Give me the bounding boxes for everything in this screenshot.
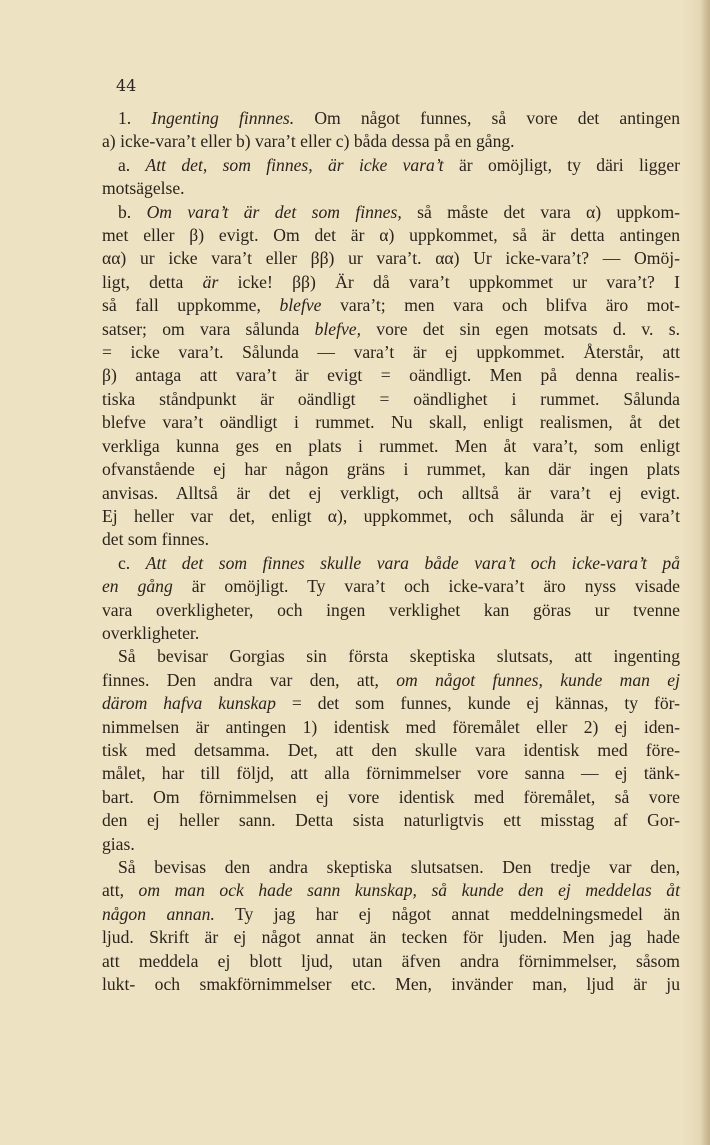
text-line xyxy=(102,762,680,785)
text-run: overkligheter. xyxy=(102,622,200,643)
text-run: så måste det vara α) uppkom- xyxy=(401,201,680,222)
text-line xyxy=(102,341,680,364)
text-line xyxy=(102,318,680,341)
text-line xyxy=(102,201,680,224)
italic-text: någon annan. xyxy=(102,903,215,924)
text-line xyxy=(102,903,680,926)
text-line xyxy=(102,482,680,505)
text-run: verkliga kunna ges en plats i rummet. Men åt vara’t, som enligt xyxy=(102,435,680,456)
italic-text: blefve, xyxy=(314,318,361,339)
text-run: finnes. Den andra var den, att, xyxy=(102,669,397,690)
text-run: = det som funnes, kunde ej kännas, ty för- xyxy=(275,693,681,714)
italic-text: om man ock hade sann kunskap, så kunde den ej meddelas åt xyxy=(138,880,680,901)
text-run: Ty jag har ej något annat meddelningsmedel än xyxy=(214,903,680,924)
text-line xyxy=(102,364,680,387)
italic-text: Ingenting finnnes. xyxy=(151,108,295,128)
italic-text: är xyxy=(202,271,219,292)
text-run: met eller β) evigt. Om det är α) uppkommet, så är detta antingen xyxy=(102,225,680,246)
text-run: lukt- och smakförnimmelser etc. Men, invänder man, ljud är ju xyxy=(102,974,680,995)
text-run: vara overkligheter, och ingen verklighet kan göras ur tvenne xyxy=(102,599,680,620)
text-run: Ej heller var det, enligt α), uppkommet, och sålunda är ej vara’t xyxy=(102,505,680,526)
text-line xyxy=(102,458,680,481)
text-line xyxy=(102,177,680,200)
text-line xyxy=(102,154,680,177)
text-run: = icke vara’t. Sålunda — vara’t är ej uppkommet. Återstår, att xyxy=(102,342,680,363)
text-run: icke! ββ) Är då vara’t uppkommet ur vara’t? I xyxy=(218,271,680,292)
text-line xyxy=(102,107,680,130)
text-run: tiska ståndpunkt är oändligt = oändlighet i rummet. Sålunda xyxy=(102,388,680,409)
text-run: att meddela ej blott ljud, utan äfven andra förnimmelser, såsom xyxy=(102,950,680,971)
text-line xyxy=(102,973,680,996)
text-run: a. xyxy=(118,154,146,175)
italic-text: Att det, som finnes, är icke vara’t xyxy=(145,154,444,175)
text-run: Så bevisas den andra skeptiska slutsatsen. Den tredje var den, xyxy=(118,857,680,877)
body-text xyxy=(102,107,680,996)
italic-text: om något funnes, kunde man ej xyxy=(396,669,680,690)
text-run: att, xyxy=(102,880,139,901)
text-run: c. xyxy=(118,552,146,573)
italic-text: blefve xyxy=(279,295,322,316)
text-run: så fall uppkomme, xyxy=(102,295,280,316)
text-line xyxy=(102,645,680,668)
text-line xyxy=(102,575,680,598)
text-line xyxy=(102,599,680,622)
text-line xyxy=(102,856,680,879)
text-line xyxy=(102,739,680,762)
text-line xyxy=(102,130,680,153)
text-run: Så bevisar Gorgias sin första skeptiska slutsats, att ingenting xyxy=(118,646,680,667)
text-run: vara’t; men vara och blifva äro mot- xyxy=(321,295,680,316)
text-line xyxy=(102,435,680,458)
text-run: den ej heller sann. Detta sista naturligtvis ett misstag af Gor- xyxy=(102,810,680,831)
italic-text: Att det som finnes skulle vara både vara’t och icke-vara’t på xyxy=(145,552,681,573)
text-run: β) antaga att vara’t är evigt = oändligt. Men på denna realis- xyxy=(102,365,680,386)
text-line xyxy=(102,926,680,949)
text-line xyxy=(102,247,680,270)
text-line xyxy=(102,622,680,645)
text-run: vore det sin egen motsats d. v. s. xyxy=(360,318,680,339)
text-run: gias. xyxy=(102,833,135,854)
text-line xyxy=(102,528,680,551)
text-line xyxy=(102,294,680,317)
text-run: ofvanstående ej har någon gräns i rummet, kan där ingen plats xyxy=(102,459,680,480)
text-run: tisk med detsamma. Det, att den skulle vara identisk med före- xyxy=(102,739,680,760)
text-line xyxy=(102,950,680,973)
page-number: 44 xyxy=(116,76,137,95)
text-run: det som finnes. xyxy=(102,529,210,550)
text-run: anvisas. Alltså är det ej verkligt, och alltså är vara’t ej evigt. xyxy=(102,482,680,503)
text-run: motsägelse. xyxy=(102,178,185,199)
text-line xyxy=(102,833,680,856)
text-line xyxy=(102,716,680,739)
text-line xyxy=(102,669,680,692)
text-line xyxy=(102,411,680,434)
text-run: 1. xyxy=(118,108,152,128)
text-run: a) icke-vara’t eller b) vara’t eller c) båda dessa på en gång. xyxy=(102,131,515,152)
text-line xyxy=(102,271,680,294)
text-run: målet, har till följd, att alla förnimmelser vore sanna — ej tänk- xyxy=(102,763,680,784)
text-run: αα) ur icke vara’t eller ββ) ur vara’t. αα) Ur icke-vara’t? — Omöj- xyxy=(102,248,680,269)
text-run: bart. Om förnimmelsen ej vore identisk med föremålet, så vore xyxy=(102,786,680,807)
text-run: nimmelsen är antingen 1) identisk med föremålet eller 2) ej iden- xyxy=(102,716,680,737)
text-line xyxy=(102,552,680,575)
text-run: ljud. Skrift är ej något annat än tecken för ljuden. Men jag hade xyxy=(102,927,680,948)
text-run: ligt, detta xyxy=(102,271,203,292)
italic-text: en gång xyxy=(102,576,173,597)
text-run: b. xyxy=(118,201,147,222)
text-run: Om något funnes, så vore det antingen xyxy=(294,108,680,128)
text-line xyxy=(102,388,680,411)
text-run: är omöjligt. Ty vara’t och icke-vara’t äro nyss visade xyxy=(172,576,680,597)
text-line xyxy=(102,224,680,247)
text-line xyxy=(102,692,680,715)
text-run: satser; om vara sålunda xyxy=(102,318,315,339)
page-edge-shadow xyxy=(700,0,710,1145)
text-line xyxy=(102,505,680,528)
italic-text: Om vara’t är det som finnes, xyxy=(146,201,402,222)
text-line xyxy=(102,879,680,902)
text-run: blefve vara’t oändligt i rummet. Nu skall, enligt realismen, åt det xyxy=(102,412,680,433)
italic-text: därom hafva kunskap xyxy=(102,693,276,714)
text-line xyxy=(102,786,680,809)
text-run: är omöjligt, ty däri ligger xyxy=(443,154,680,175)
text-line xyxy=(102,809,680,832)
